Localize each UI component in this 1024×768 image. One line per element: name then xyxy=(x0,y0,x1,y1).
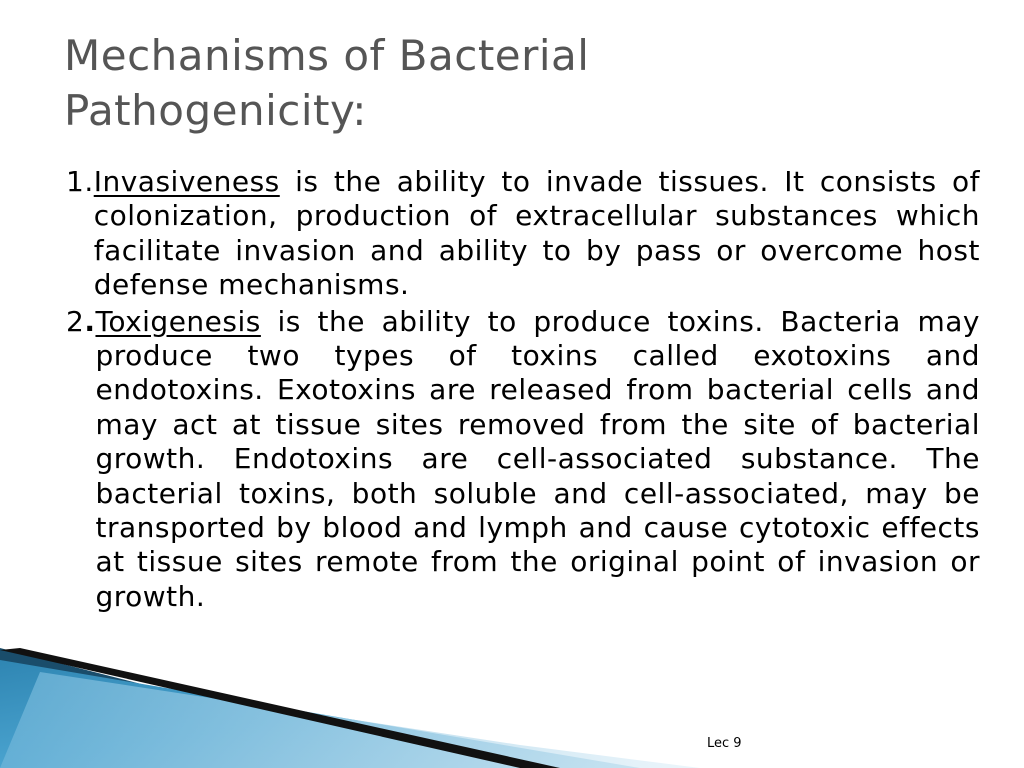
slide-body xyxy=(66,165,980,615)
swoosh-light-band xyxy=(0,672,700,768)
point-2-number xyxy=(66,305,95,615)
point-2-number-dot: . xyxy=(84,304,96,338)
point-2-term: Toxigenesis xyxy=(95,304,261,338)
slide-title-line-2: Pathogenicity: xyxy=(64,86,367,135)
slide-title-line-1: Mechanisms of Bacterial xyxy=(64,31,590,80)
slide-title xyxy=(64,28,964,138)
point-2-description: is the ability to produce toxins. Bacteria may produce two types of toxins called exotoxins and endotoxins. Exotoxins are released from bacterial cells and may act at tissue sites removed from the site of bacterial growth. Endotoxins are cell-associated substance. The bacterial toxins, both soluble and cell-associated, may be transported by blood and lymph and cause cytotoxic effects at tissue sites remote from the original point of invasion or growth. xyxy=(95,304,980,613)
point-1-number: 1. xyxy=(66,165,94,198)
slide-footer: Lec 9 xyxy=(707,736,742,751)
point-2-number-digit: 2 xyxy=(66,304,85,338)
point-2 xyxy=(66,305,980,615)
point-1 xyxy=(66,165,980,303)
point-1-description: is the ability to invade tissues. It consists of colonization, production of extracellular substances which facilitate invasion and ability to by pass or overcome host defense mechanisms. xyxy=(93,165,980,302)
point-1-term: Invasiveness xyxy=(93,165,280,198)
point-2-text xyxy=(95,305,980,615)
point-1-text xyxy=(94,165,980,303)
